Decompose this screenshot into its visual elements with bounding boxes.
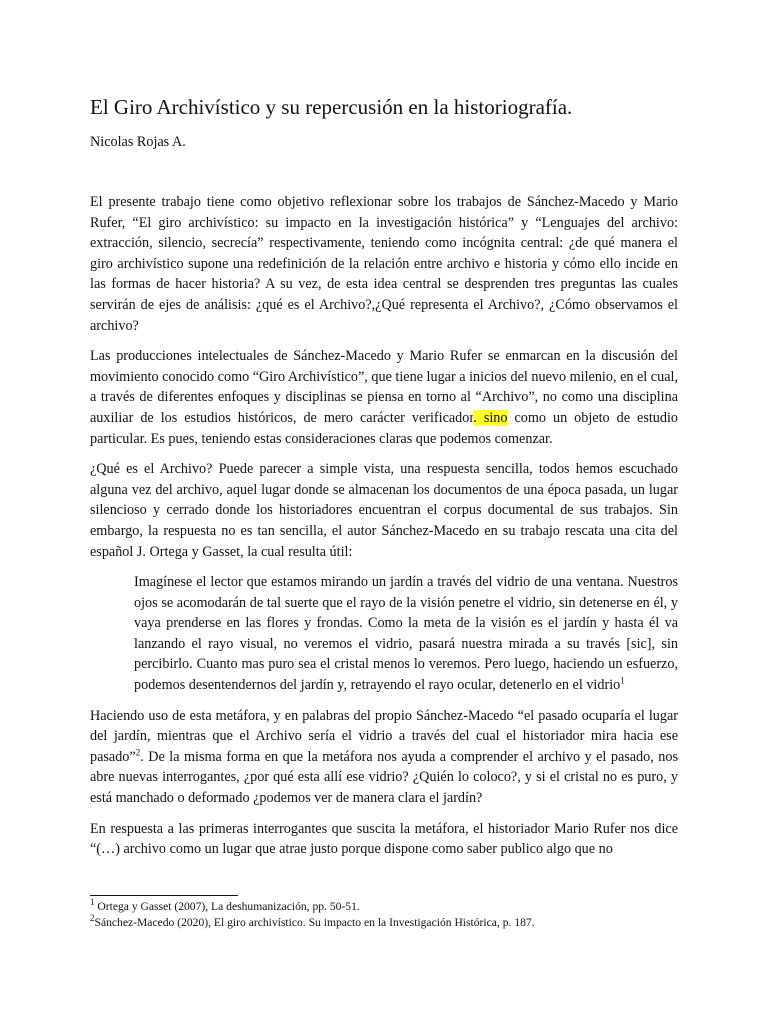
highlighted-text: . sino [473, 409, 508, 426]
paragraph-metaphor-text-end: . De la misma forma en que la metáfora nos ayuda a comprender el archivo y el pasado, nos abre nuevas interrogantes, ¿por qué esta allí ese vidrio? ¿Quién lo coloco?, y si el cristal no es puro, y está manchado o deformado ¿podemos ver de manera clara el jardín? [90, 748, 678, 807]
footnotes [90, 899, 690, 931]
footnote-text-1: Ortega y Gasset (2007), La deshumanización, pp. 50-51. [94, 900, 360, 913]
paragraph-metaphor-text: Haciendo uso de esta metáfora, y en palabras del propio Sánchez-Macedo “el pasado ocuparía el lugar del jardín, mientras que el Archivo sería el vidrio a través del cual el historiador mira hacia ese pasado” [90, 707, 678, 765]
footnote-ref-2: 2 [135, 747, 141, 758]
paragraph-context [90, 346, 678, 449]
document-title: El Giro Archivístico y su repercusión en la historiografía. [90, 95, 573, 119]
footnote-1 [90, 899, 690, 915]
paragraph-question: ¿Qué es el Archivo? Puede parecer a simple vista, una respuesta sencilla, todos hemos escuchado alguna vez del archivo, aquel lugar donde se almacenan los documentos de una época pasada, un lugar silencioso y cerrado donde los historiadores encuentran el corpus documental de sus trabajos. Sin embargo, la respuesta no es tan sencilla, el autor Sánchez-Macedo en su trabajo rescata una cita del español J. Ortega y Gasset, la cual resulta útil: [90, 461, 678, 560]
footnote-number-1: 1 [90, 897, 95, 908]
footnote-ref-1: 1 [620, 675, 625, 686]
footnote-separator [90, 895, 238, 896]
paragraph-context-text: Las producciones intelectuales de Sánchez-Macedo y Mario Rufer se enmarcan en la discusión del movimiento conocido como “Giro Archivístico”, que tiene lugar a inicios del nuevo milenio, en el cual, a través de diferentes enfoques y disciplinas se piensa en torno al “Archivo”, no como una disciplina auxiliar de los estudios históricos, de mero carácter verificador [90, 348, 678, 426]
paragraph-context-text-end: como un objeto de estudio particular. Es pues, teniendo estas consideraciones claras que podemos comenzar. [90, 409, 678, 447]
document-body [90, 192, 678, 870]
paragraph-metaphor [90, 706, 678, 809]
document-author: Nicolas Rojas A. [90, 134, 186, 150]
block-quote [90, 572, 678, 696]
block-quote-text: Imagínese el lector que estamos mirando un jardín a través del vidrio de una ventana. Nuestros ojos se acomodarán de tal suerte que el rayo de la visión penetre el vidrio, sin detenerse en él, y vaya prenderse en las flores y frondas. Como la meta de la visión es el jardín y hasta él va lanzando el rayo visual, no veremos el vidrio, pasará nuestra mirada a su través [sic], sin percibirlo. Cuanto mas puro sea el cristal menos lo veremos. Pero luego, haciendo un esfuerzo, podemos desentendernos del jardín y, retrayendo el rayo ocular, detenerlo en el vidrio [134, 574, 678, 694]
footnote-text-2: Sánchez-Macedo (2020), El giro archivístico. Su impacto en la Investigación Histórica, p. 187. [94, 916, 535, 929]
footnote-number-2: 2 [90, 913, 95, 924]
paragraph-intro: El presente trabajo tiene como objetivo reflexionar sobre los trabajos de Sánchez-Macedo y Mario Rufer, “El giro archivístico: su impacto en la investigación histórica” y “Lenguajes del archivo: extracción, silencio, secrecía” respectivamente, teniendo como incógnita central: ¿de qué manera el giro archivístico supone una redefinición de la relación entre archivo e historia y cómo ello incide en las formas de hacer historia? A su vez, de esta idea central se desprenden tres preguntas las cuales servirán de ejes de análisis: ¿qué es el Archivo?,¿Qué representa el Archivo?, ¿Cómo observamos el archivo? [90, 194, 678, 334]
footnote-2 [90, 915, 690, 931]
paragraph-response: En respuesta a las primeras interrogantes que suscita la metáfora, el historiador Mario Rufer nos dice “(…) archivo como un lugar que atrae justo porque dispone como saber publico algo que no [90, 820, 678, 858]
